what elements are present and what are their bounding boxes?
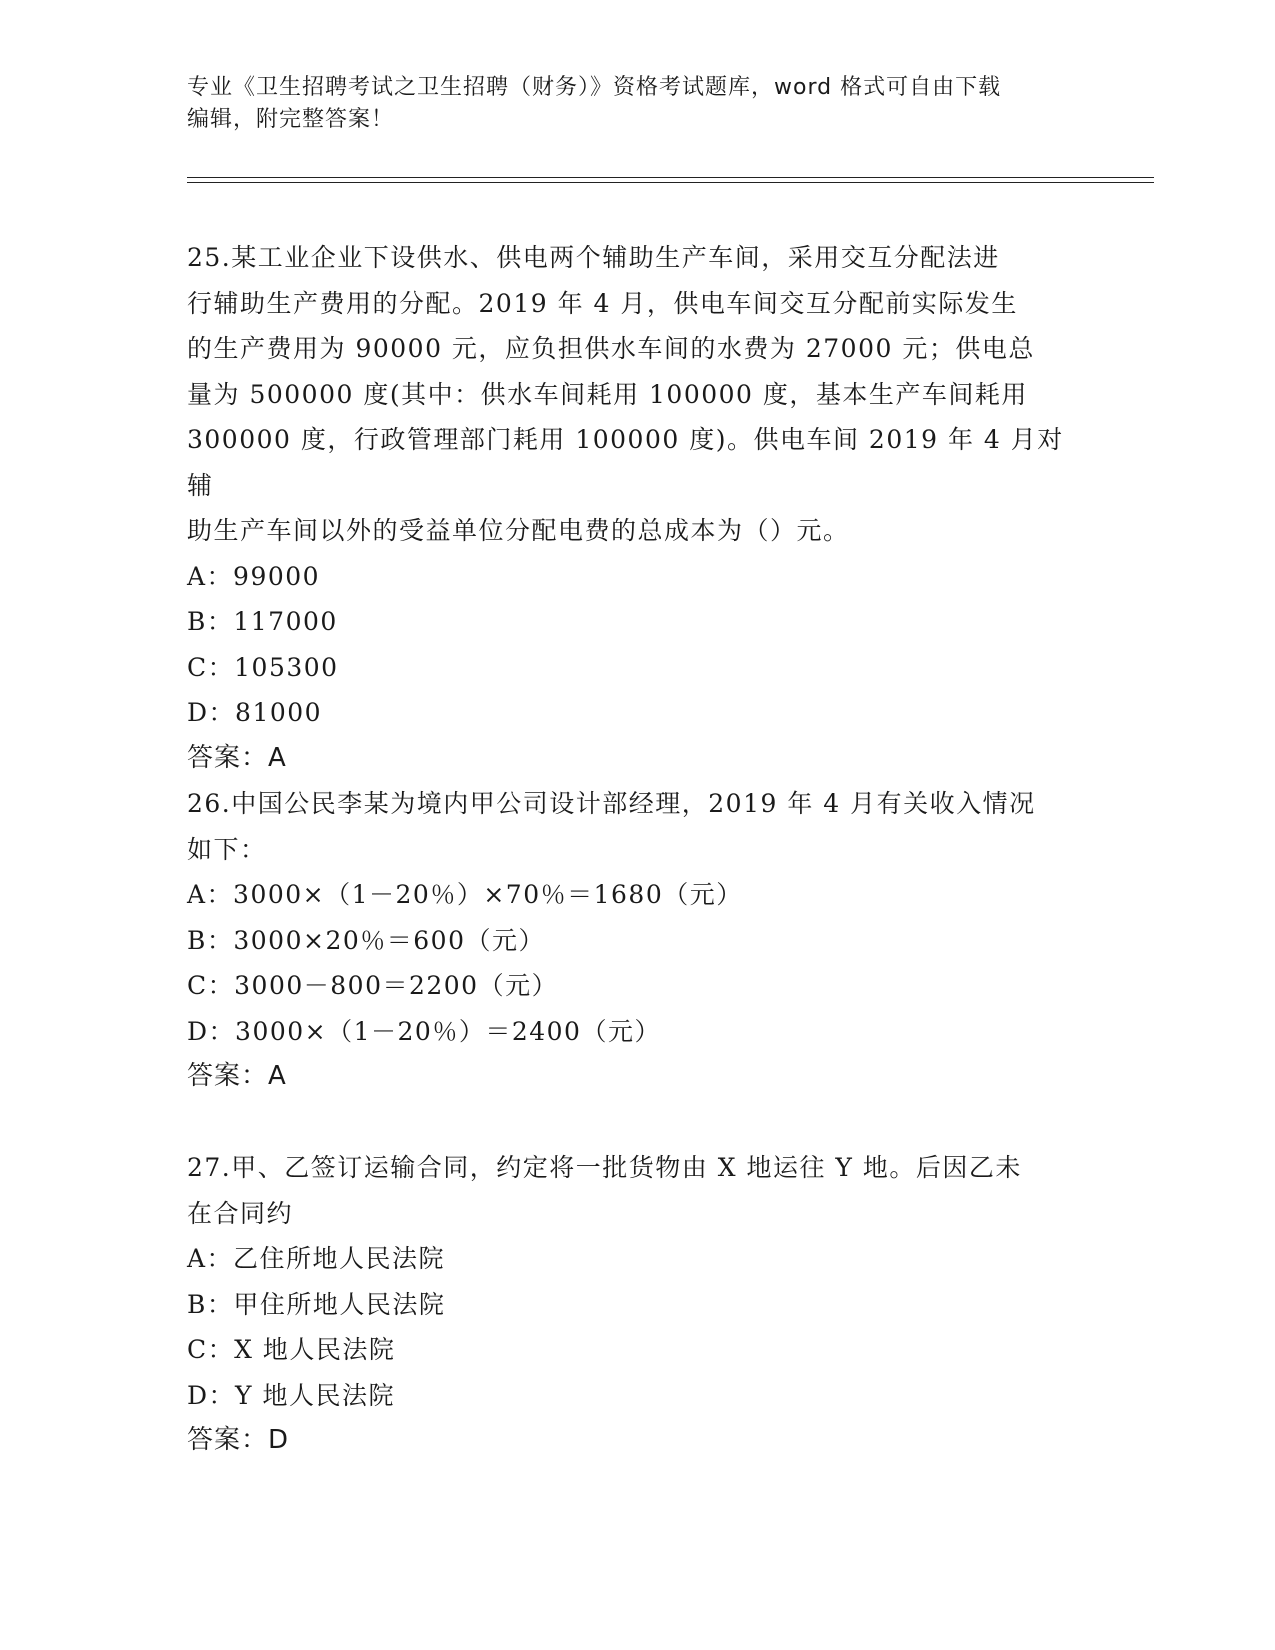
- question-stem-line: 助生产车间以外的受益单位分配电费的总成本为（）元。: [187, 516, 850, 545]
- header-divider-bottom: [187, 182, 1154, 183]
- question-stem-line: 量为 500000 度(其中：供水车间耗用 100000 度，基本生产车间耗用: [187, 379, 1028, 409]
- option-d: D：3000×（1－20％）＝2400（元）: [187, 1016, 661, 1046]
- document-header: [187, 72, 1087, 136]
- option-c: C：X 地人民法院: [187, 1335, 396, 1364]
- option-c: C：105300: [187, 652, 339, 682]
- option-d: D：81000: [187, 698, 323, 727]
- question-stem-line: 在合同约: [187, 1198, 294, 1228]
- question-stem-line: 25.某工业企业下设供水、供电两个辅助生产车间，采用交互分配法进: [187, 243, 1000, 272]
- option-b: B：117000: [187, 607, 338, 636]
- question-26: [187, 781, 1087, 1100]
- option-a: A：乙住所地人民法院: [187, 1244, 446, 1273]
- question-stem-line: 的生产费用为 90000 元，应负担供水车间的水费为 27000 元；供电总: [187, 334, 1035, 363]
- question-stem-line: 300000 度，行政管理部门耗用 100000 度)。供电车间 2019 年 4 月对辅: [187, 425, 1064, 500]
- question-stem-line: 27.甲、乙签订运输合同，约定将一批货物由 X 地运往 Y 地。后因乙未: [187, 1153, 1022, 1182]
- answer: 答案：D: [187, 1425, 290, 1455]
- question-27: [187, 1145, 1087, 1464]
- header-line-2: 编辑，附完整答案！: [187, 107, 395, 132]
- header-divider-top: [187, 177, 1154, 178]
- question-stem-line: 26.中国公民李某为境内甲公司设计部经理，2019 年 4 月有关收入情况: [187, 789, 1036, 818]
- option-b: B：3000×20％＝600（元）: [187, 925, 545, 955]
- option-a: A：99000: [187, 561, 321, 591]
- answer: 答案：A: [187, 742, 287, 773]
- option-b: B：甲住所地人民法院: [187, 1289, 446, 1319]
- header-line-1: 专业《卫生招聘考试之卫生招聘（财务）》资格考试题库，word 格式可自由下载: [187, 75, 1002, 100]
- option-d: D：Y 地人民法院: [187, 1380, 395, 1410]
- question-25: [187, 235, 1087, 781]
- option-c: C：3000－800＝2200（元）: [187, 971, 559, 1000]
- option-a: A：3000×（1－20％）×70％＝1680（元）: [187, 880, 743, 909]
- answer: 答案：A: [187, 1061, 287, 1091]
- question-stem-line: 行辅助生产费用的分配。2019 年 4 月，供电车间交互分配前实际发生: [187, 288, 1018, 318]
- question-stem-line: 如下：: [187, 834, 267, 864]
